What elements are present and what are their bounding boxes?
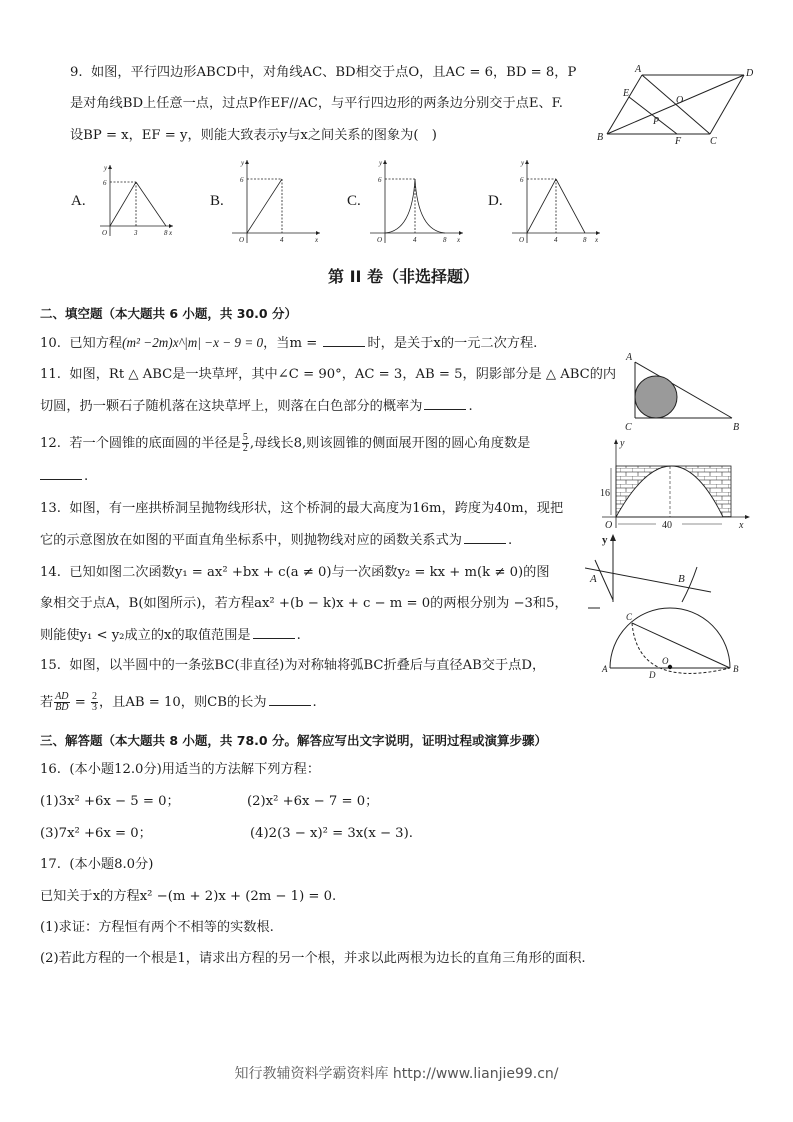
section-3-title: 三、解答题（本大题共 8 小题，共 78.0 分。解答应写出文字说明，证明过程或演算步骤） (40, 733, 547, 748)
q14-period: . (296, 628, 301, 643)
graph-segment (136, 182, 166, 226)
q12-line1 (40, 433, 530, 454)
y-label: y (620, 438, 625, 449)
q13-text-line2: 它的示意图放在如图的平面直角坐标系中，则抛物线对应的函数关系式为 (40, 533, 462, 548)
q9-text-line2: 是对角线BD上任意一点，过点P作EF//AC，与平行四边形的两条边分别交于点E、F. (70, 96, 563, 111)
q16-item-3: (3)7x² +6x = 0； (40, 826, 152, 841)
origin-label: O (519, 236, 525, 244)
q17-stem: 已知关于x的方程x² −(m + 2)x + (2m − 1) = 0. (40, 889, 337, 904)
graph-segment (527, 179, 556, 233)
footer-watermark: 知行教辅资料学霸资料库 http://www.lianjie99.cn/ (234, 1066, 559, 1082)
x-arrow-icon (596, 231, 600, 235)
label-B: B (678, 573, 685, 585)
q9-option-c-label[interactable]: C. (347, 193, 361, 209)
q15-fraction-ad-bd (54, 692, 69, 713)
q17-intro-text: (本小题8.0分) (69, 857, 154, 872)
q9-option-c-graph[interactable] (368, 155, 468, 245)
q12-line2 (40, 467, 88, 486)
q15-post: ，且AB = 10，则CB的长为 (98, 695, 267, 710)
peak-y-label: 6 (103, 179, 107, 187)
x-label: x (457, 236, 461, 244)
x-label: x (315, 236, 319, 244)
label-A: A (602, 664, 608, 674)
q10-mid: ，当m = (263, 336, 322, 351)
frac-denominator: 3 (91, 702, 97, 713)
label-B: B (733, 422, 740, 433)
q12-answer-blank[interactable] (40, 467, 82, 480)
q16-intro-text: (本小题12.0分)用适当的方法解下列方程： (69, 762, 321, 777)
x-arrow-icon (169, 224, 173, 228)
x-label: x (169, 229, 173, 237)
volume-2-title: 第 II 卷（非选择题） (328, 267, 480, 286)
section-2-title: 二、填空题（本大题共 6 小题，共 30.0 分） (40, 306, 297, 321)
q11-line2 (40, 397, 473, 416)
q17-intro (40, 856, 153, 874)
peak-x-label: 4 (413, 236, 417, 244)
edge-AB (607, 75, 642, 134)
x-label: x (595, 236, 599, 244)
q13-bridge-figure (596, 436, 756, 530)
y-arrow-icon (610, 534, 616, 541)
q13-line1 (40, 500, 563, 518)
q9-option-b-graph[interactable] (230, 155, 325, 245)
q13-answer-blank[interactable] (464, 531, 506, 544)
label-B: B (597, 132, 604, 143)
q12-post: ,母线长8,则该圆锥的侧面展开图的圆心角度数是 (249, 436, 531, 451)
label-E: E (623, 88, 630, 99)
q10-number: 10. (40, 336, 61, 351)
origin-label: O (605, 520, 613, 530)
q9-text-line3: 设BP = x，EF = y，则能大致表示y与x之间关系的图象为( ) (70, 128, 437, 143)
x-arrow-icon (745, 515, 750, 519)
q11-period: . (468, 399, 473, 414)
q15-pre: 若 (40, 695, 54, 710)
q14-answer-blank[interactable] (253, 626, 295, 639)
graph-curve-left (385, 179, 415, 233)
q14-number: 14. (40, 565, 61, 580)
q10-answer-blank[interactable] (323, 334, 365, 347)
q14-text-line1: 已知如图二次函数y₁ = ax² +bx + c(a ≠ 0)与一次函数y₂ = kx + m(k ≠ 0)的图 (69, 565, 550, 580)
x-label: x (739, 520, 744, 530)
q14-line2: 象相交于点A，B(如图所示)，若方程ax² +(b − k)x + c − m = 0的两根分别为 −3和5， (40, 596, 568, 611)
peak-x-label: 4 (554, 236, 558, 244)
parabola-left-branch (595, 560, 613, 600)
frac-denominator: 2 (242, 443, 248, 454)
y-arrow-icon (525, 160, 529, 164)
frac-numerator: AD (55, 691, 69, 702)
q9-option-b-label[interactable]: B. (210, 193, 224, 209)
q10-pre: 已知方程 (69, 336, 123, 351)
q15-number: 15. (40, 658, 61, 673)
chord-BC (632, 623, 730, 668)
q9-parallelogram-figure (592, 62, 772, 148)
peak-x-label: 3 (134, 229, 138, 237)
q14-line3 (40, 626, 301, 645)
q12-period: . (84, 469, 89, 484)
q15-line2 (40, 692, 317, 713)
edge-CD (710, 75, 744, 134)
label-A: A (635, 64, 642, 75)
y-label: y (521, 159, 525, 167)
q16-intro (40, 761, 320, 779)
q16-item-1: (1)3x² +6x − 5 = 0； (40, 794, 180, 809)
y-label: y (379, 159, 383, 167)
q9-text-line1: 如图，平行四边形ABCD中，对角线AC、BD相交于点O，且AC = 6，BD = 8，P (90, 65, 577, 80)
q11-number: 11. (40, 367, 61, 382)
q14-text-line3: 则能使y₁ < y₂成立的x的取值范围是 (40, 628, 251, 643)
span-label: 40 (662, 520, 672, 530)
q15-fraction-2-3 (91, 692, 98, 713)
peak-y-label: 6 (240, 176, 244, 184)
q16-number: 16. (40, 762, 61, 777)
frac-numerator: 5 (242, 432, 248, 443)
q15-period: . (312, 695, 317, 710)
x-arrow-icon (316, 231, 320, 235)
label-B: B (733, 664, 739, 674)
origin-label: O (377, 236, 383, 244)
label-F: F (675, 136, 682, 147)
q11-answer-blank[interactable] (424, 397, 466, 410)
label-O: O (662, 656, 669, 666)
graph-curve-right (415, 179, 445, 233)
q17-number: 17. (40, 857, 61, 872)
label-C: C (625, 422, 632, 433)
graph-segment (247, 179, 282, 233)
x-arrow-icon (459, 231, 463, 235)
graph-segment (110, 182, 136, 226)
q15-semicircle-figure (598, 600, 758, 680)
height-label: 16 (600, 488, 610, 499)
y-label: y (602, 534, 608, 546)
q9-option-d-label[interactable]: D. (488, 193, 503, 209)
q9-option-d-graph[interactable] (510, 155, 605, 245)
q12-fraction (242, 433, 249, 454)
q15-line1 (40, 657, 545, 675)
q13-text-line1: 如图，有一座拱桥洞呈抛物线形状，这个桥洞的最大高度为16m，跨度为40m，现把 (69, 501, 564, 516)
y-label: y (241, 159, 245, 167)
y-arrow-icon (614, 439, 618, 444)
q13-period: . (508, 533, 513, 548)
y-label: y (104, 164, 108, 172)
graph-segment (556, 179, 585, 233)
q9-option-a-label[interactable]: A. (71, 193, 86, 209)
q14-line1 (40, 564, 550, 582)
q10-post: 时，是关于x的一元二次方程. (367, 336, 538, 351)
q10-expression: (m² −2m)x^|m| −x − 9 = 0 (122, 335, 264, 350)
q17-part-2: (2)若此方程的一个根是1，请求出方程的另一个根，并求以此两根为边长的直角三角形的面积. (40, 951, 586, 966)
q11-text-line1: 如图，Rt △ ABC是一块草坪，其中∠C = 90°，AC = 3，AB = 5，阴影部分是 △ ABC的内 (69, 367, 617, 382)
peak-x-label: 4 (280, 236, 284, 244)
label-P: P (653, 116, 660, 127)
q13-number: 13. (40, 501, 61, 516)
q10 (40, 334, 537, 353)
q15-text-line1: 如图，以半圆中的一条弦BC(非直径)为对称轴将弧BC折叠后与直径AB交于点D， (69, 658, 546, 673)
label-A: A (590, 573, 597, 585)
label-C: C (710, 136, 717, 147)
end-x-label: 8 (443, 236, 447, 244)
q11-line1 (40, 366, 616, 384)
q16-item-4: (4)2(3 − x)² = 3x(x − 3). (250, 826, 413, 841)
incircle (635, 376, 677, 418)
peak-y-label: 6 (378, 176, 382, 184)
label-D: D (746, 68, 754, 79)
frac-numerator: 2 (91, 691, 97, 702)
end-x-label: 8 (164, 229, 168, 237)
q15-answer-blank[interactable] (269, 693, 311, 706)
frac-denominator: BD (55, 702, 69, 713)
folded-arc (632, 623, 730, 673)
y-arrow-icon (383, 160, 387, 164)
label-D: D (649, 670, 656, 680)
y-arrow-icon (108, 165, 112, 169)
peak-y-label: 6 (520, 176, 524, 184)
q11-text-line2: 切圆，扔一颗石子随机落在这块草坪上，则落在白色部分的概率为 (40, 399, 423, 414)
q17-part-1: (1)求证：方程恒有两个不相等的实数根. (40, 920, 274, 935)
q9-line1 (70, 64, 576, 82)
y-arrow-icon (245, 160, 249, 164)
q12-number: 12. (40, 436, 61, 451)
q12-pre: 若一个圆锥的底面圆的半径是 (69, 436, 241, 451)
origin-label: O (102, 229, 108, 237)
origin-label: O (239, 236, 245, 244)
q9-number: 9. (70, 65, 83, 80)
label-A: A (626, 352, 633, 363)
end-x-label: 8 (583, 236, 587, 244)
q16-item-2: (2)x² +6x − 7 = 0； (247, 794, 379, 809)
q11-triangle-figure (620, 348, 750, 433)
label-O: O (676, 95, 684, 106)
q15-equals: = (74, 695, 90, 710)
q14-function-figure (585, 530, 725, 610)
label-C: C (626, 612, 633, 622)
q13-line2 (40, 531, 512, 550)
q9-option-a-graph[interactable] (95, 160, 175, 240)
